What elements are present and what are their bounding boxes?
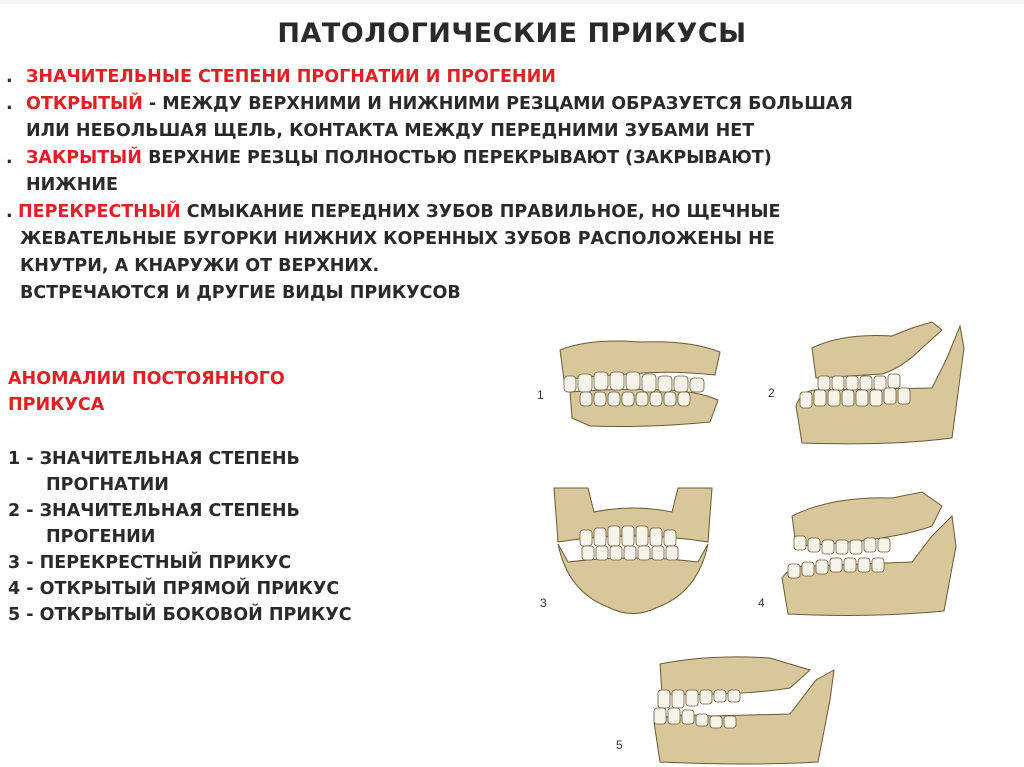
- jaw-figure-3: [548, 482, 718, 627]
- bullet-marker: .: [6, 148, 13, 168]
- definition-item: [6, 64, 1016, 91]
- bullet-marker: .: [6, 202, 13, 222]
- definition-item: [6, 91, 1016, 118]
- anomalies-heading: ПРИКУСА: [8, 395, 105, 415]
- figure-label: 5: [616, 738, 623, 752]
- jaw-figure-4: [772, 486, 962, 624]
- figure-label: 3: [540, 596, 547, 610]
- definition-text: КНУТРИ, А КНАРУЖИ ОТ ВЕРХНИХ.: [20, 256, 380, 276]
- figure-label: 2: [768, 386, 775, 400]
- figure-label: 4: [758, 596, 765, 610]
- other-note: ВСТРЕЧАЮТСЯ И ДРУГИЕ ВИДЫ ПРИКУСОВ: [20, 283, 461, 303]
- figure-label: 1: [537, 388, 544, 402]
- anomalies-block: [8, 366, 352, 628]
- anomaly-item: 3 - ПЕРЕКРЕСТНЫЙ ПРИКУС: [8, 553, 292, 573]
- anomaly-item: 5 - ОТКРЫТЫЙ БОКОВОЙ ПРИКУС: [8, 605, 352, 625]
- anomalies-heading: АНОМАЛИИ ПОСТОЯННОГО: [8, 369, 285, 389]
- jaw-figure-5: [640, 650, 840, 766]
- definition-text: ВЕРХНИЕ РЕЗЦЫ ПОЛНОСТЬЮ ПЕРЕКРЫВАЮТ (ЗАКРЫВАЮТ): [148, 148, 772, 168]
- bullet-marker: .: [6, 67, 13, 87]
- definition-term: ОТКРЫТЫЙ: [26, 94, 143, 114]
- definitions-list: [6, 64, 1016, 307]
- definition-text: ЖЕВАТЕЛЬНЫЕ БУГОРКИ НИЖНИХ КОРЕННЫХ ЗУБОВ РАСПОЛОЖЕНЫ НЕ: [20, 229, 775, 249]
- definition-text: НИЖНИЕ: [26, 175, 118, 195]
- bullet-marker: .: [6, 94, 13, 114]
- definition-term: ЗНАЧИТЕЛЬНЫЕ СТЕПЕНИ ПРОГНАТИИ И ПРОГЕНИИ: [26, 67, 556, 87]
- definition-item: [6, 199, 1016, 226]
- page-title: ПАТОЛОГИЧЕСКИЕ ПРИКУСЫ: [277, 18, 747, 49]
- definition-item: [6, 145, 1016, 172]
- anomaly-item-cont: ПРОГЕНИИ: [46, 527, 156, 547]
- definition-term: ПЕРЕКРЕСТНЫЙ: [18, 202, 181, 222]
- definition-text: - МЕЖДУ ВЕРХНИМИ И НИЖНИМИ РЕЗЦАМИ ОБРАЗУЕТСЯ БОЛЬШАЯ: [148, 94, 853, 114]
- anomaly-item-cont: ПРОГНАТИИ: [46, 475, 169, 495]
- anomaly-item: 1 - ЗНАЧИТЕЛЬНАЯ СТЕПЕНЬ: [8, 449, 300, 469]
- definition-text: ИЛИ НЕБОЛЬШАЯ ЩЕЛЬ, КОНТАКТА МЕЖДУ ПЕРЕДНИМИ ЗУБАМИ НЕТ: [26, 121, 755, 141]
- definition-term: ЗАКРЫТЫЙ: [26, 148, 142, 168]
- jaw-figure-2: [782, 318, 967, 453]
- top-border: [0, 0, 1024, 4]
- anomaly-item: 2 - ЗНАЧИТЕЛЬНАЯ СТЕПЕНЬ: [8, 501, 300, 521]
- anomaly-item: 4 - ОТКРЫТЫЙ ПРЯМОЙ ПРИКУС: [8, 579, 340, 599]
- jaw-figure-1: [550, 330, 730, 430]
- definition-text: СМЫКАНИЕ ПЕРЕДНИХ ЗУБОВ ПРАВИЛЬНОЕ, НО ЩЕЧНЫЕ: [186, 202, 781, 222]
